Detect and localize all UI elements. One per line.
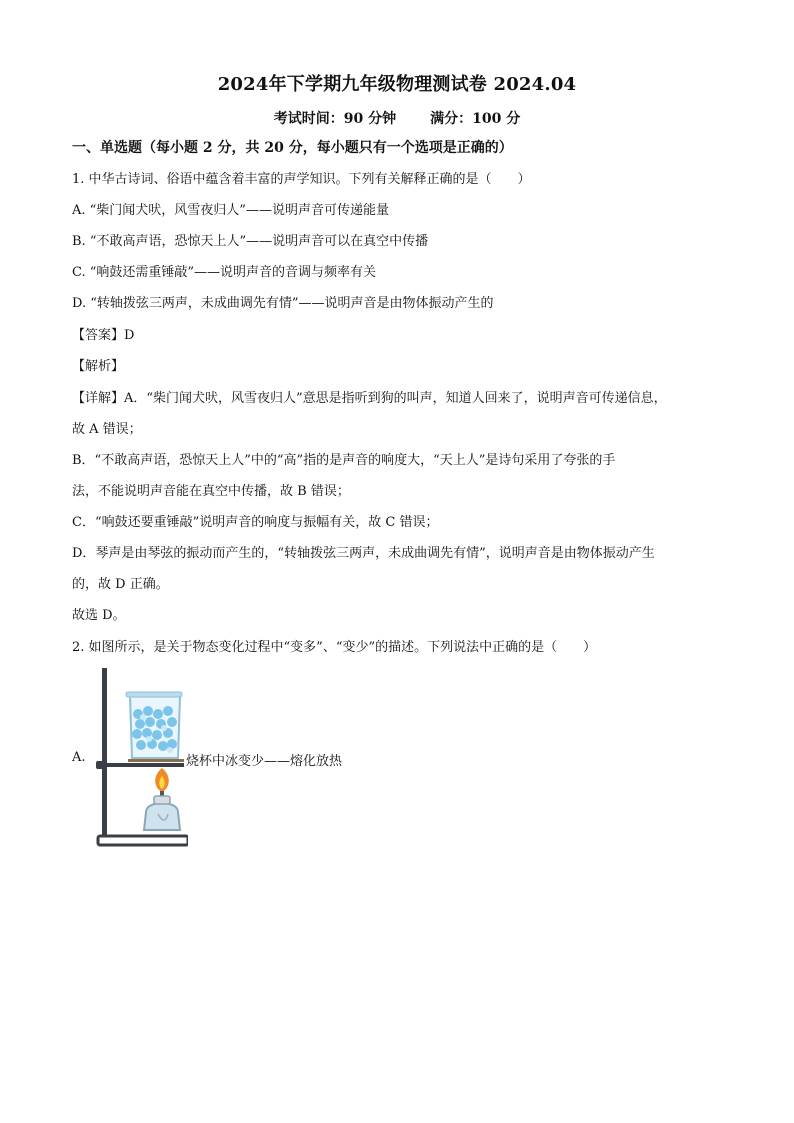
question-1-stem: 1. 中华古诗词、俗语中蕴含着丰富的声学知识。下列有关解释正确的是（ ） <box>72 172 531 187</box>
option-a-label: A. <box>72 750 86 765</box>
explanation-line: C．“响鼓还要重锤敲”说明声音的响度与振幅有关，故 C 错误； <box>72 515 439 530</box>
question-2-stem: 2. 如图所示，是关于物态变化过程中“变多”、“变少”的描述。下列说法中正确的是（ ） <box>72 640 597 655</box>
explanation-line: D．琴声是由琴弦的振动而产生的，“转轴拨弦三两声，未成曲调先有情”，说明声音是由物体振动产生 <box>72 546 655 561</box>
question-1-option-c: C. “响鼓还需重锤敲”——说明声音的音调与频率有关 <box>72 265 377 280</box>
exam-title: 2024年下学期九年级物理测试卷 2024.04 <box>217 74 577 95</box>
explanation-line: 【详解】A．“柴门闻犬吠，风雪夜归人”意思是指听到狗的叫声，知道人回来了，说明声音可传递信息， <box>72 391 667 406</box>
question-2-option-a <box>72 664 472 854</box>
explanation-line: 法，不能说明声音能在真空中传播，故 B 错误； <box>72 484 350 499</box>
exam-score: 满分：100 分 <box>430 111 521 127</box>
explanation-line: 的，故 D 正确。 <box>72 577 169 592</box>
beaker-ice-heating-illustration <box>88 664 188 852</box>
exam-time: 考试时间：90 分钟 <box>273 111 397 127</box>
explanation-line: B．“不敢高声语，恐惊天上人”中的“高”指的是声音的响度大，“天上人”是诗句采用了夸张的手 <box>72 453 616 468</box>
explanation-line: 故 A 错误； <box>72 422 142 437</box>
answer-line: 【答案】D <box>72 328 135 343</box>
question-1-option-d: D. “转轴拨弦三两声，未成曲调先有情”——说明声音是由物体振动产生的 <box>72 296 494 311</box>
question-1-option-b: B. “不敢高声语，恐惊天上人”——说明声音可以在真空中传播 <box>72 234 429 249</box>
option-a-caption: 烧杯中冰变少——熔化放热 <box>186 754 343 769</box>
analysis-label: 【解析】 <box>72 359 125 374</box>
exam-info <box>0 108 794 128</box>
section-heading: 一、单选题（每小题 2 分，共 20 分，每小题只有一个选项是正确的） <box>72 140 513 156</box>
explanation-line: 故选 D。 <box>72 608 126 623</box>
question-1-option-a: A. “柴门闻犬吠，风雪夜归人”——说明声音可传递能量 <box>72 203 389 218</box>
